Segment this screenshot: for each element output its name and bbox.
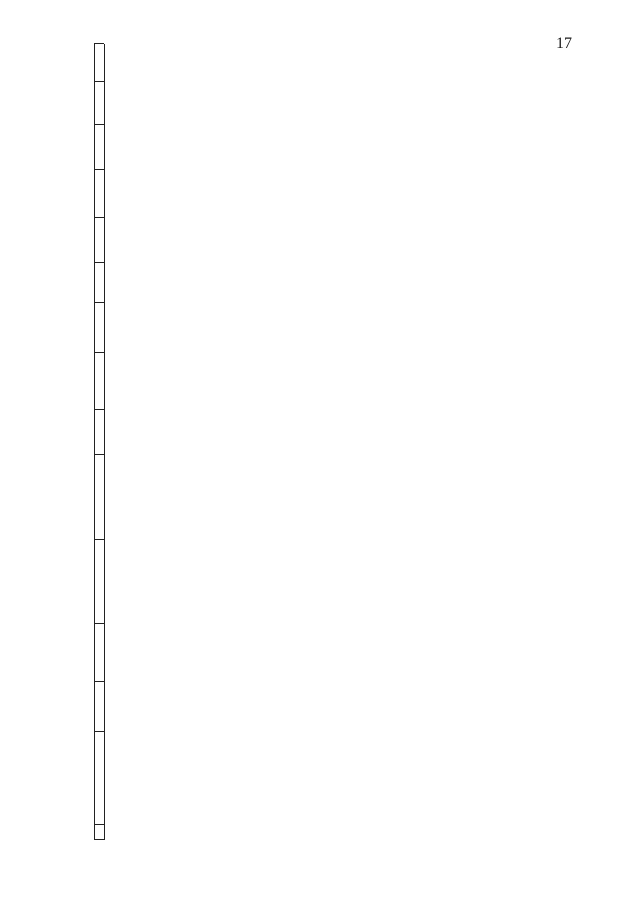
column-divider [94, 124, 104, 125]
column-divider [94, 839, 104, 840]
column-divider [94, 681, 104, 682]
header-bottom-line [104, 44, 105, 840]
column-divider [94, 824, 104, 825]
column-divider [94, 302, 104, 303]
column-divider [94, 539, 104, 540]
column-divider [94, 262, 104, 263]
column-divider [94, 169, 104, 170]
column-divider [94, 454, 104, 455]
page-number: 17 [556, 35, 572, 52]
column-divider [94, 43, 104, 44]
column-divider [94, 217, 104, 218]
column-divider [94, 81, 104, 82]
column-divider [94, 623, 104, 624]
rotated-table [94, 32, 534, 840]
header-top-line [94, 44, 95, 840]
column-divider [94, 352, 104, 353]
column-divider [94, 409, 104, 410]
column-divider [94, 731, 104, 732]
